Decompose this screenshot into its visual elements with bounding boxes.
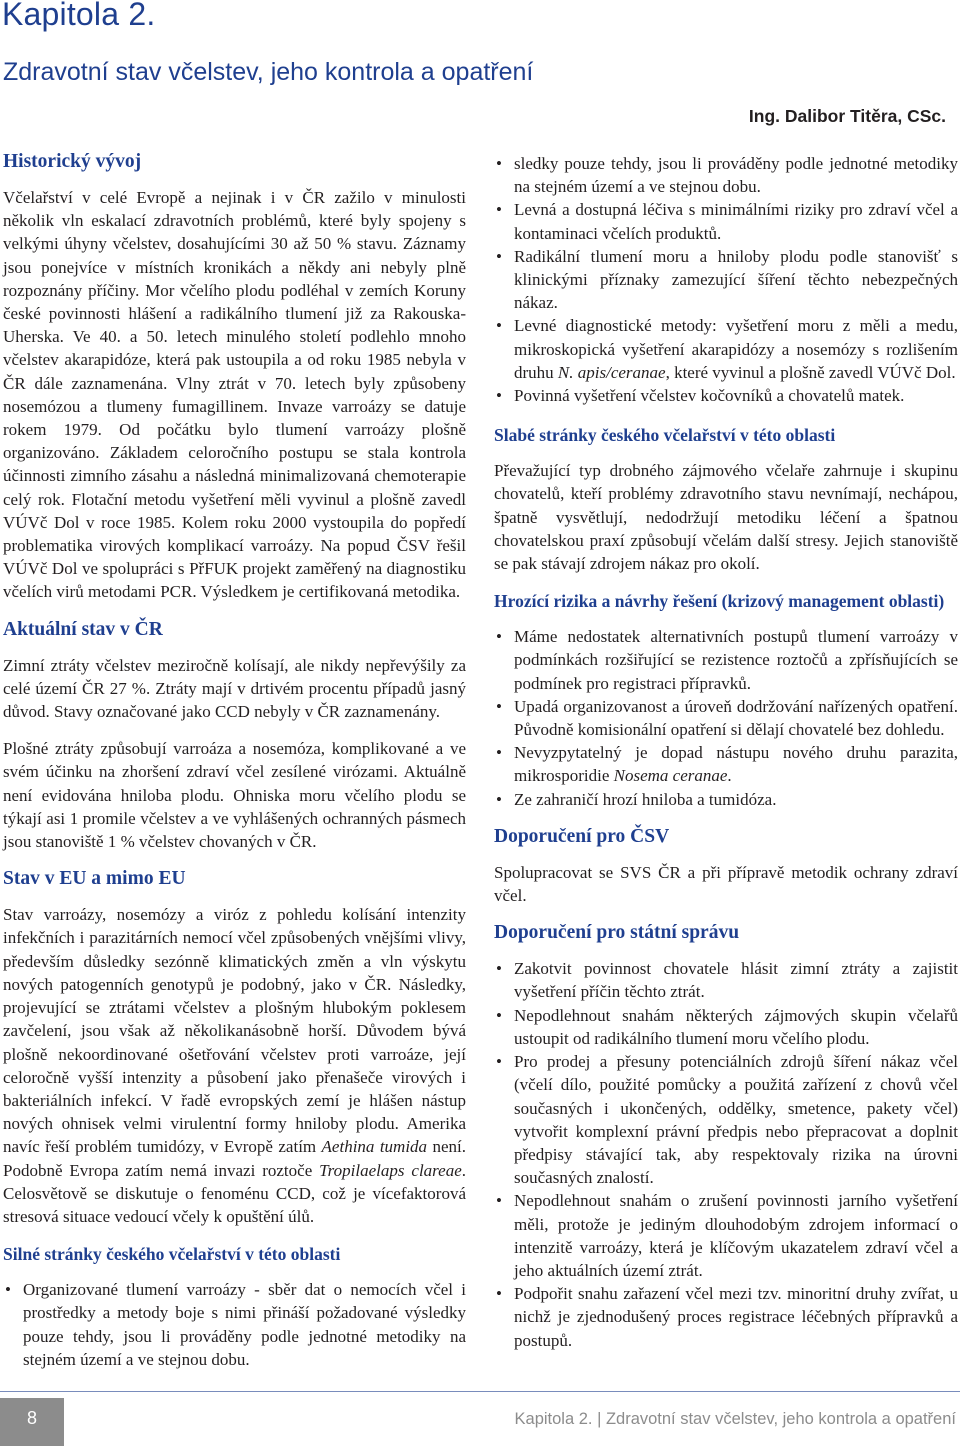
- paragraph-eu: [3, 903, 466, 1228]
- list-item: [494, 741, 958, 787]
- paragraph-current-2: Plošné ztráty způsobují varroáza a nosemóza, komplikované a ve svém účinku na zhoršení zdraví včel zesílené virózami. Aktuálně není evidována hniloba plodu. Ohniska moru včelího plodu se týkají asi 1 promile včelstev a ve vyhlášených ochranných pásmech jsou stanoviště 1 % včelstev chovaných v ČR.: [3, 739, 466, 852]
- strength-4-part-2: , které vyvinul a plošně zavedl VÚVč Dol.: [665, 362, 956, 382]
- list-item: [494, 314, 958, 384]
- list-item: • Nepodlehnout snahám některých zájmových skupin včelařů ustoupit od radikálního tlumení moru včelího plodu.: [494, 1004, 958, 1050]
- paragraph-eu-part-3: . Celosvětově se diskutuje o fenoménu CCD, což je vícefaktorová stresová situace vedoucí včely k opuštění úlů.: [3, 1160, 466, 1226]
- list-item: • Povinná vyšetření včelstev kočovníků a chovatelů matek.: [494, 384, 958, 407]
- footer-divider: [0, 1391, 960, 1392]
- paragraph-history: Včelařství v celé Evropě a nejinak i v ČR zažilo v minulosti několik vln eskalací zdravotních problémů, které byly spojeny s velkými úhyny včelstev, dosahujícími 30 až 50 % stavu. Záznamy jsou ponejvíce v místních kronikách a někdy ani nebyly plně rozpoznány příčiny. Mor včelího plodu podléhal v zemích Koruny české povinnosti hlášení a radikálního tlumení již za Rakouska-Uherska. Ve 40. a 50. letech minulého století podlehlo mnoho včelstev akarapidóze, která pak ustoupila a od roku 1985 nebyla v ČR dále zaznamenána. Vlny ztrát v 70. letech byly způsobeny nosemózou a tlumeny fumagillinem. Invaze varroázy se datuje rokem 1979. Od počátku bylo tlumení varroázy plošně organizováno. Základem celoročního postupu se stala kontrola účinnosti zimního zásahu a následná minimalizovaná chemoterapie celý rok. Flotační metodu vyšetření měli vyvinul a plošně zavedl VÚVč Dol v roce 1985. Kolem roku 2000 vystoupila do popředí problematika virových komplikací varroázy. Na popud ČSV řešil VÚVč Dol ve spolupráci s PřFUK projekt zaměřený na diagnostiku včelích virů metodami PCR. Výsledkem je certifikovaná metodika.: [3, 188, 466, 602]
- article-title: Zdravotní stav včelstev, jeho kontrola a opatření: [3, 58, 534, 86]
- heading-weaknesses: Slabé stránky českého včelařství v této oblasti: [494, 425, 836, 446]
- list-item: • Pro prodej a přesuny potenciálních zdrojů šíření nákaz včel (včelí dílo, použité pomůcky a použitá zařízení z chovů včel současných i ukončených, oddělky, smetence, pakety včel) vytvořit komplexní právní předpis nebo přepracovat a doplnit předpisy stávající tak, aby respektovaly rizika na úrovni současných znalostí.: [494, 1050, 958, 1189]
- heading-risks: Hrozící rizika a návrhy řešení (krizový management oblasti): [494, 591, 945, 612]
- list-item: • Zakotvit povinnost chovatele hlásit zimní ztráty a zajistit vyšetření příčin těchto ztrát.: [494, 957, 958, 1003]
- running-footer: Kapitola 2. | Zdravotní stav včelstev, jeho kontrola a opatření: [514, 1410, 956, 1428]
- paragraph-csv: Spolupracovat se SVS ČR a při přípravě metodik ochrany zdraví včel.: [494, 862, 958, 906]
- list-item-continued: [494, 152, 958, 198]
- list-item: • Nepodlehnout snahám o zrušení povinnosti jarního vyšetření měli, protože je jediným dlouhodobým zdrojem informací o intenzitě varroázy, která je klíčovým ukazatelem zdraví včel a jeho aktuálních území ztrát.: [494, 1189, 958, 1282]
- strength-1-continuation: sledky pouze tehdy, jsou li prováděny podle jednotné metodiky na stejném území a ve stejnou dobu.: [514, 154, 958, 197]
- list-item: • Ze zahraničí hrozí hniloba a tumidóza.: [494, 788, 958, 811]
- paragraph-weaknesses: Převažující typ drobného zájmového včelaře zahrnuje i skupinu chovatelů, kteří problémy zdravotního stavu nevnímají, nechápou, špatně vysvětlují, nedodržují metodiku léčení a špatnou chovatelskou praxí způsobují včelám další stresy. Jejich stanoviště se pak stávají zdrojem nákaz pro okolí.: [494, 461, 958, 574]
- heading-current-state: Aktuální stav v ČR: [3, 618, 163, 640]
- list-item: • Máme nedostatek alternativních postupů tlumení varroázy v podmínkách rozšiřující se rezistence roztočů a zpřísňujících se podmínek pro registraci přípravků.: [494, 625, 958, 695]
- list-item: • Upadá organizovanost a úroveň dodržování nařízených opatření. Původně komisionální opatření si dělají chovatelé bez dohledu.: [494, 695, 958, 741]
- paragraph-current-1: Zimní ztráty včelstev meziročně kolísají, ale nikdy nepřevýšily za celé území ČR 27 %. Ztráty mají v drtivém procentu případů jasný důvod. Stavy označované jako CCD nebyly v ČR zaznamenány.: [3, 655, 466, 722]
- species-nosema-ceranae: Nosema ceranae: [613, 766, 728, 786]
- risks-list: [494, 625, 958, 811]
- species-aethina: Aethina tumida: [321, 1137, 428, 1157]
- strengths-list-continued: [494, 152, 958, 407]
- author-name: Ing. Dalibor Titěra, CSc.: [748, 106, 946, 126]
- paragraph-eu-part-1: Stav varroázy, nosemózy a viróz z pohledu kolísání intenzity infekčních i parazitárních nemocí včel způsobených vnějšími vlivy, především důsledky sezónně klimatických změn a vln výskytu nových patogenních genotypů je podobný, jako v ČR. Následky, projevující se ztrátami včelstev a plošným hlubokým poklesem zavčelení, jsou však až několikanásobně horší. Důvodem bývá plošně nekoordinované ošetřování včelstev proti varroáze, její celoročně vyšší intenzity a působení jako přenašeče virových i bakteriálních infekcí. V řadě evropských zemí je hlášen nástup nových ohnisek velmi virulentní formy hniloby plodu. Amerika navíc řeší problém tumidózy, v Evropě zatím: [3, 905, 466, 1157]
- species-nosema: N. apis/ceranae: [557, 362, 666, 382]
- risk-3-part-1: Nevyzpytatelný je dopad nástupu nového druhu parazita, mikrosporidie: [514, 743, 958, 786]
- species-tropilaelaps: Tropilaelaps clareae: [319, 1160, 462, 1180]
- list-item: • Radikální tlumení moru a hniloby plodu podle stanovišť s klinickými příznaky zamezující šíření těchto nebezpečných nákaz.: [494, 245, 958, 315]
- heading-state-recommendations: Doporučení pro státní správu: [494, 922, 740, 944]
- heading-csv-recommendations: Doporučení pro ČSV: [494, 825, 670, 847]
- right-column: [494, 152, 958, 1366]
- heading-strengths: Silné stránky českého včelařství v této oblasti: [3, 1244, 341, 1265]
- strength-4-part-1: Levné diagnostické metody: vyšetření moru z měli a medu, mikroskopická vyšetření akarapidózy a nosemózy s rozlišením druhu: [514, 316, 958, 382]
- left-column: [3, 150, 466, 1369]
- heading-eu-state: Stav v EU a mimo EU: [3, 868, 186, 890]
- list-item: • Podpořit snahu zařazení včel mezi tzv. minoritní druhy zvířat, u nichž je zjednodušený proces registrace léčebných přípravků a postupů.: [494, 1282, 958, 1352]
- list-item: • Levná a dostupná léčiva s minimálními riziky pro zdraví včel a kontaminaci včelích produktů.: [494, 198, 958, 244]
- heading-history: Historický vývoj: [3, 151, 142, 172]
- page-number: 8: [26, 1408, 37, 1428]
- strengths-list: [3, 1278, 466, 1369]
- paragraph-eu-part-2: není. Podobně Evropa zatím nemá invazi roztoče: [3, 1137, 466, 1180]
- state-recommendations-list: [494, 957, 958, 1351]
- chapter-heading: Kapitola 2.: [2, 0, 156, 32]
- risk-3-part-2: .: [727, 766, 732, 786]
- list-item: • Organizované tlumení varroázy - sběr dat o nemocích včel i prostředky a metody boje s nimi přináší požadované výsledky pouze tehdy, jsou li prováděny podle jednotné metodiky na stejném území a ve stejnou dobu.: [3, 1278, 466, 1324]
